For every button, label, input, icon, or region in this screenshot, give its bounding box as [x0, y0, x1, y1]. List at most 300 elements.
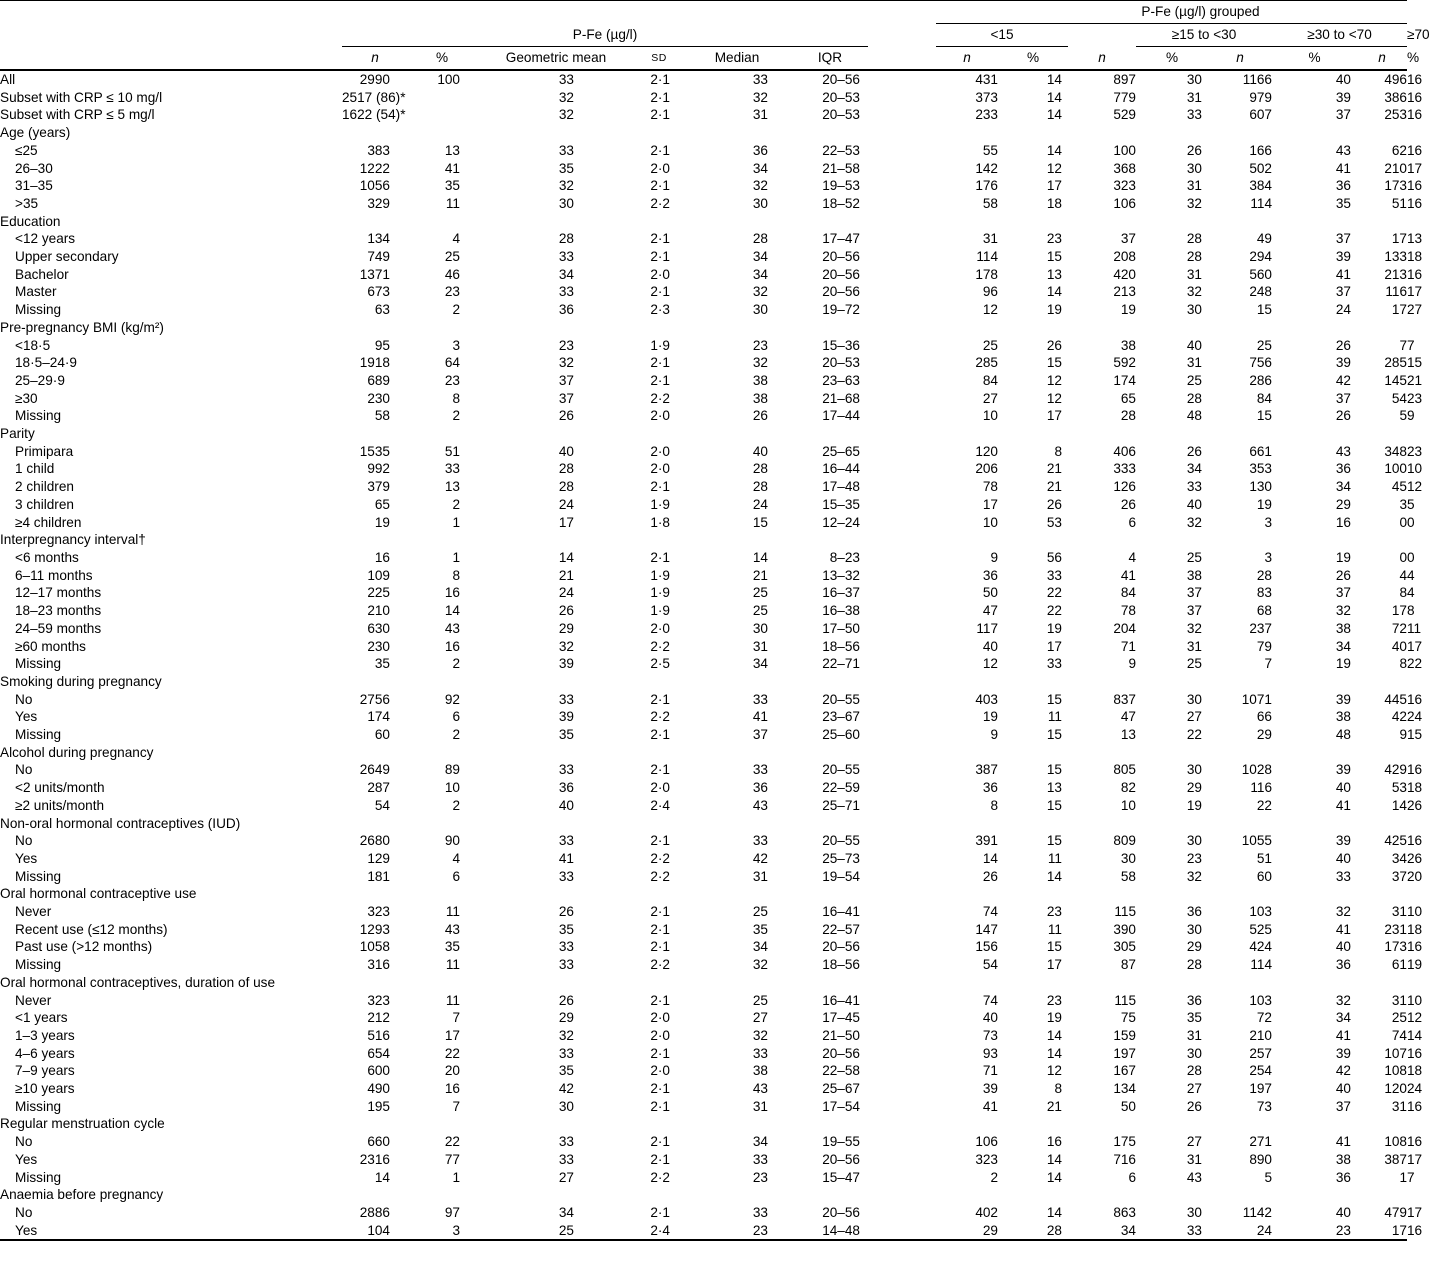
cell-g3-pct: 43 [1335, 443, 1351, 459]
cell-median [682, 974, 792, 992]
cell-g3-pct: 40 [1335, 1205, 1351, 1220]
cell-pct: 6 [452, 868, 460, 884]
table-body [0, 70, 1423, 1240]
cell-iqr: 22–58 [822, 1063, 860, 1079]
cell-sd: 1·9 [650, 585, 670, 601]
cell-geomean: 23 [558, 337, 574, 353]
cell-geomean: 35 [558, 727, 574, 743]
cell-g3-pct: 37 [1335, 585, 1351, 601]
cell-sd: 2·1 [650, 355, 670, 371]
cell-n: 654 [367, 1045, 390, 1061]
cell-g1-n: 12 [982, 302, 998, 318]
cell-g1-n: 12 [982, 656, 998, 672]
cell-sd: 2·1 [650, 992, 670, 1008]
cell-n: 195 [367, 1098, 390, 1114]
cell-g2-n: 837 [1113, 691, 1136, 707]
cell-n: 1371 [359, 266, 390, 282]
row-label: No [15, 762, 33, 778]
cell-g1-n: 14 [982, 850, 998, 866]
cell-g1-n: 58 [982, 195, 998, 211]
cell-iqr: 19–54 [822, 868, 860, 884]
cell-iqr: 16–41 [822, 992, 860, 1008]
cell-median: 23 [682, 1222, 792, 1241]
cell-gap [868, 390, 936, 408]
cell-g3-pct: 37 [1335, 1098, 1351, 1114]
cell-median: 41 [752, 709, 768, 725]
cell-g2-pct: 37 [1186, 603, 1202, 619]
table-row: ≤25 383 13 33 2·1 36 22–53 55 14 100 26 166 43 62 16 [0, 142, 1407, 160]
cell-g2-pct: 31 [1186, 266, 1202, 282]
cell-geomean: 39 [558, 709, 574, 725]
cell-g3-n: 24 [1208, 1222, 1272, 1241]
cell-geomean [476, 744, 636, 762]
cell-iqr [792, 885, 868, 903]
cell-g1-pct: 17 [1046, 178, 1062, 194]
cell-median: 32 [752, 1027, 768, 1043]
cell-gap [868, 1027, 936, 1045]
group-header-15-30: ≥15 to <30 [1136, 24, 1272, 47]
cell-pct: 100 [437, 72, 460, 87]
cell-g3-n: 5 [1264, 1169, 1272, 1185]
cell-median: 27 [752, 1010, 768, 1026]
cell-geomean: 33 [558, 284, 574, 300]
cell-geomean: 28 [558, 479, 574, 495]
cell-g4-n: 8 [1399, 656, 1407, 672]
row-label: No [15, 691, 33, 707]
cell-g1-n: 74 [982, 992, 998, 1008]
cell-g2-pct: 28 [1186, 1063, 1202, 1079]
table-row: 3 children 65 2 24 1·9 24 15–35 17 26 26 40 19 29 3 5 [0, 496, 1407, 514]
cell-g4-n [1357, 1115, 1407, 1133]
cell-g1-pct: 22 [1046, 585, 1062, 601]
cell-g4-n: 496 [1384, 72, 1407, 87]
cell-gap [868, 283, 936, 301]
table-row: Upper secondary 749 25 33 2·1 34 20–56 114 15 208 28 294 39 133 18 [0, 248, 1407, 266]
cell-pct: 1 [452, 1169, 460, 1185]
row-label: All [0, 72, 16, 87]
cell-gap [868, 903, 936, 921]
cell-pct: 20 [444, 1063, 460, 1079]
cell-sd: 1·9 [650, 567, 670, 583]
table-row: 31–35 1056 35 32 2·1 32 19–53 176 17 323 31 384 36 173 16 [0, 177, 1407, 195]
cell-g2-pct: 30 [1186, 160, 1202, 176]
cell-g2-pct [1136, 319, 1208, 337]
cell-g1-pct: 12 [1046, 390, 1062, 406]
cell-gap [868, 868, 936, 886]
cell-g3-n [1208, 531, 1272, 549]
cell-sd: 2·1 [650, 178, 670, 194]
cell-g2-n: 134 [1113, 1081, 1136, 1097]
cell-n: 16 [374, 549, 390, 565]
cell-g1-n [936, 425, 998, 443]
cell-median: 35 [752, 921, 768, 937]
cell-g2-n [1068, 213, 1136, 231]
cell-g2-n: 174 [1113, 372, 1136, 388]
cell-g2-pct: 32 [1186, 620, 1202, 636]
cell-g2-pct: 31 [1186, 1027, 1202, 1043]
row-label: Missing [15, 1169, 62, 1185]
cell-g4-n: 173 [1384, 178, 1407, 194]
cell-g1-pct: 18 [1046, 195, 1062, 211]
cell-pct [408, 974, 476, 992]
cell-n: 673 [367, 284, 390, 300]
table-row: ≥2 units/month 54 2 40 2·4 43 25–71 8 15 10 19 22 41 14 26 [0, 797, 1407, 815]
cell-sd: 2·1 [650, 691, 670, 707]
cell-iqr: 22–53 [822, 142, 860, 158]
cell-g4-n: 133 [1384, 249, 1407, 265]
cell-gap [868, 673, 936, 691]
cell-g4-n [1357, 974, 1407, 992]
table-row [0, 815, 1407, 833]
cell-g2-pct: 30 [1186, 921, 1202, 937]
table-row: 7–9 years 600 20 35 2·0 38 22–58 71 12 167 28 254 42 108 18 [0, 1062, 1407, 1080]
cell-iqr: 18–56 [822, 638, 860, 654]
cell-pct [408, 1186, 476, 1204]
cell-n: 230 [367, 638, 390, 654]
cell-g2-pct: 28 [1186, 957, 1202, 973]
table-row: Bachelor 1371 46 34 2·0 34 20–56 178 13 420 31 560 41 213 16 [0, 266, 1407, 284]
cell-geomean: 14 [558, 549, 574, 565]
cell-gap [868, 850, 936, 868]
cell-iqr [792, 974, 868, 992]
cell-g2-n: 10 [1120, 797, 1136, 813]
cell-g4-n: 348 [1384, 443, 1407, 459]
cell-g3-n: 502 [1249, 160, 1272, 176]
cell-pct: 4 [452, 850, 460, 866]
cell-sd: 2·0 [650, 1063, 670, 1079]
table-row: No 2649 89 33 2·1 33 20–55 387 15 805 30 1028 39 429 16 [0, 761, 1407, 779]
cell-g2-n: 106 [1113, 195, 1136, 211]
row-label: Yes [15, 709, 38, 725]
cell-sd [636, 885, 682, 903]
cell-g4-n: 145 [1384, 372, 1407, 388]
cell-n: 1622 (54)* [342, 107, 406, 123]
cell-median: 34 [752, 266, 768, 282]
cell-g2-n: 47 [1120, 709, 1136, 725]
cell-gap [868, 602, 936, 620]
cell-g4-n: 429 [1384, 762, 1407, 778]
cell-n [342, 425, 408, 443]
cell-g1-n: 10 [982, 514, 998, 530]
cell-g4-n [1357, 213, 1407, 231]
cell-median: 25 [752, 603, 768, 619]
cell-g3-n: 257 [1249, 1045, 1272, 1061]
cell-g1-pct: 8 [1054, 1081, 1062, 1097]
cell-g2-pct: 37 [1186, 585, 1202, 601]
table-row: Yes 2316 77 33 2·1 33 20–56 323 14 716 31 890 38 387 17 [0, 1151, 1407, 1169]
cell-geomean: 33 [558, 691, 574, 707]
cell-iqr: 20–53 [822, 89, 860, 105]
cell-g1-n: 55 [982, 142, 998, 158]
cell-n: 225 [367, 585, 390, 601]
table-row [0, 1115, 1407, 1133]
table-row [0, 124, 1407, 142]
table-row: Never 323 11 26 2·1 25 16–41 74 23 115 36 103 32 31 10 [0, 992, 1407, 1010]
cell-g2-n: 420 [1113, 266, 1136, 282]
cell-g1-n: 373 [975, 89, 998, 105]
table-row: 2 children 379 13 28 2·1 28 17–48 78 21 126 33 130 34 45 12 [0, 478, 1407, 496]
cell-g1-pct [998, 974, 1068, 992]
cell-gap [868, 584, 936, 602]
cell-g2-pct: 36 [1186, 904, 1202, 920]
cell-geomean: 26 [558, 904, 574, 920]
cell-g3-pct: 34 [1335, 479, 1351, 495]
cell-geomean: 29 [558, 1010, 574, 1026]
cell-g4-n: 37 [1391, 868, 1407, 884]
cell-n: 212 [367, 1010, 390, 1026]
cell-gap [868, 248, 936, 266]
cell-sd: 2·1 [650, 284, 670, 300]
table-row [0, 531, 1407, 549]
cell-g3-pct: 39 [1335, 833, 1351, 849]
cell-g4-n [1357, 531, 1407, 549]
cell-gap [868, 620, 936, 638]
cell-pct: 11 [445, 904, 460, 920]
cell-median: 32 [752, 284, 768, 300]
row-label: Regular menstruation cycle [0, 1116, 165, 1132]
cell-n: 129 [367, 850, 390, 866]
cell-g3-n: 271 [1249, 1134, 1272, 1150]
cell-geomean: 37 [558, 390, 574, 406]
cell-n: 181 [367, 868, 390, 884]
cell-gap [868, 992, 936, 1010]
col-g2-pct: % [1136, 47, 1208, 71]
table-row: All 2990 100 33 2·1 33 20–56 431 14 897 30 1166 40 496 16 [0, 72, 1423, 87]
cell-g2-pct [1136, 1186, 1208, 1204]
cell-iqr: 23–67 [822, 709, 860, 725]
cell-g4-n: 213 [1384, 266, 1407, 282]
cell-g2-n [1068, 815, 1136, 833]
cell-n: 60 [374, 727, 390, 743]
cell-pct [408, 213, 476, 231]
cell-sd: 1·9 [650, 496, 670, 512]
cell-g3-n: 525 [1249, 921, 1272, 937]
cell-g1-pct: 14 [1046, 1027, 1062, 1043]
row-label: ≥2 units/month [15, 797, 105, 813]
cell-g1-pct: 14 [1046, 1169, 1062, 1185]
cell-g3-pct: 37 [1335, 390, 1351, 406]
cell-n: 383 [367, 142, 390, 158]
row-label: 25–29·9 [15, 372, 65, 388]
cell-g2-n [1068, 885, 1136, 903]
cell-g2-n [1068, 1186, 1136, 1204]
cell-g2-n: 6 [1128, 1169, 1136, 1185]
row-label: 4–6 years [15, 1045, 75, 1061]
cell-geomean: 33 [558, 72, 574, 87]
cell-geomean: 42 [558, 1081, 574, 1097]
cell-sd: 2·1 [650, 1205, 670, 1220]
cell-g2-pct: 29 [1186, 780, 1202, 796]
table-row: ≥30 230 8 37 2·2 38 21–68 27 12 65 28 84 37 54 23 [0, 390, 1407, 408]
cell-iqr: 20–56 [822, 284, 860, 300]
cell-median [682, 319, 792, 337]
cell-g3-pct: 29 [1335, 496, 1351, 512]
row-label: ≥30 [15, 390, 38, 406]
cell-median: 28 [752, 479, 768, 495]
cell-g1-n [936, 1115, 998, 1133]
cell-g4-n: 42 [1391, 709, 1407, 725]
row-label: Yes [15, 1151, 38, 1167]
cell-g1-pct: 16 [1046, 1134, 1062, 1150]
cell-n: 1222 [359, 160, 390, 176]
cell-sd: 2·1 [650, 921, 670, 937]
cell-gap [868, 815, 936, 833]
cell-iqr: 20–56 [822, 249, 860, 265]
cell-iqr: 17–44 [822, 408, 860, 424]
row-label: <6 months [15, 549, 79, 565]
cell-sd [636, 673, 682, 691]
cell-g1-n: 147 [975, 921, 998, 937]
cell-n [342, 213, 408, 231]
cell-iqr: 23–63 [822, 372, 860, 388]
cell-geomean: 33 [558, 142, 574, 158]
cell-g3-pct: 33 [1335, 868, 1351, 884]
cell-pct [408, 1115, 476, 1133]
cell-n [342, 974, 408, 992]
cell-g4-n [1357, 1186, 1407, 1204]
cell-g1-pct: 33 [1046, 567, 1062, 583]
cell-pct: 35 [444, 939, 460, 955]
cell-gap [868, 407, 936, 425]
cell-iqr: 17–54 [822, 1098, 860, 1114]
cell-sd: 1·8 [650, 514, 670, 530]
cell-pct: 64 [444, 355, 460, 371]
cell-g3-pct [1272, 213, 1357, 231]
cell-g3-pct [1272, 1186, 1357, 1204]
cell-g1-pct [998, 425, 1068, 443]
row-label: 31–35 [15, 178, 53, 194]
cell-g4-n: 3 [1399, 496, 1407, 512]
cell-median: 33 [752, 72, 768, 87]
cell-g3-n: 114 [1250, 957, 1272, 973]
cell-g1-pct [998, 1186, 1068, 1204]
cell-g1-n: 233 [975, 107, 998, 123]
cell-gap [868, 496, 936, 514]
cell-median: 38 [752, 390, 768, 406]
cell-g3-n: 1055 [1241, 833, 1272, 849]
cell-g1-pct: 19 [1046, 620, 1062, 636]
row-label: No [15, 1134, 33, 1150]
cell-iqr: 15–47 [822, 1169, 860, 1185]
cell-g2-pct: 32 [1186, 284, 1202, 300]
cell-pct: 2 [452, 797, 460, 813]
cell-g4-n [1357, 744, 1407, 762]
cell-g3-pct: 36 [1335, 178, 1351, 194]
cell-pct [408, 106, 476, 124]
cell-g3-pct: 16 [1335, 514, 1351, 530]
cell-iqr: 25–60 [822, 727, 860, 743]
cell-g2-n: 592 [1113, 355, 1136, 371]
cell-g2-pct: 33 [1186, 479, 1202, 495]
cell-median [682, 531, 792, 549]
cell-g2-n: 87 [1120, 957, 1136, 973]
cell-n: 14 [374, 1169, 390, 1185]
cell-g3-pct: 41 [1335, 160, 1351, 176]
cell-iqr [792, 673, 868, 691]
table-row: 18·5–24·9 1918 64 32 2·1 32 20–53 285 15 592 31 756 39 285 15 [0, 354, 1407, 372]
cell-geomean [476, 319, 636, 337]
cell-gap [868, 726, 936, 744]
cell-g1-pct: 53 [1046, 514, 1062, 530]
cell-sd: 2·0 [650, 1027, 670, 1043]
cell-g2-pct: 30 [1186, 762, 1202, 778]
cell-n: 2649 [359, 762, 390, 778]
cell-sd: 2·1 [650, 939, 670, 955]
cell-g1-n: 19 [982, 709, 998, 725]
cell-g1-pct: 23 [1046, 904, 1062, 920]
cell-g1-pct: 14 [1046, 107, 1062, 123]
cell-g2-n: 213 [1113, 284, 1136, 300]
cell-g2-pct: 31 [1186, 1151, 1202, 1167]
cell-median: 43 [752, 797, 768, 813]
cell-sd: 2·2 [650, 868, 670, 884]
cell-iqr: 20–56 [822, 1045, 860, 1061]
cell-g2-n: 863 [1113, 1205, 1136, 1220]
row-label: Yes [15, 850, 38, 866]
cell-g1-pct: 14 [1046, 72, 1062, 87]
cell-gap [868, 885, 936, 903]
table-row: Past use (>12 months) 1058 35 33 2·1 34 20–56 156 15 305 29 424 40 173 16 [0, 938, 1407, 956]
cell-sd: 2·2 [650, 850, 670, 866]
cell-sd: 2·1 [650, 1045, 670, 1061]
cell-g2-pct: 28 [1186, 231, 1202, 247]
cell-g3-n: 60 [1256, 868, 1272, 884]
cell-g1-n: 26 [982, 868, 998, 884]
cell-geomean: 29 [558, 620, 574, 636]
cell-g3-pct [1272, 425, 1357, 443]
cell-median: 31 [752, 638, 768, 654]
cell-g2-n [1068, 744, 1136, 762]
table-row [0, 213, 1407, 231]
cell-g3-pct [1272, 974, 1357, 992]
cell-g1-n: 9 [990, 727, 998, 743]
cell-n: 2990 [359, 72, 390, 87]
row-label: Subset with CRP ≤ 5 mg/l [0, 107, 155, 123]
cell-g3-n: 103 [1249, 904, 1272, 920]
cell-g3-pct: 32 [1335, 603, 1351, 619]
cell-gap [868, 460, 936, 478]
cell-g3-pct: 40 [1335, 850, 1351, 866]
cell-iqr: 17–47 [822, 231, 860, 247]
cell-g4-n: 40 [1391, 638, 1407, 654]
cell-g1-n: 403 [975, 691, 998, 707]
cell-g3-pct: 38 [1335, 709, 1351, 725]
cell-sd [636, 815, 682, 833]
cell-g1-n: 176 [975, 178, 998, 194]
cell-gap [868, 1009, 936, 1027]
cell-g3-pct: 42 [1335, 1063, 1351, 1079]
cell-median: 26 [752, 408, 768, 424]
table-row: Missing 35 2 39 2·5 34 22–71 12 33 9 25 7 19 8 22 [0, 655, 1407, 673]
cell-g1-n [936, 531, 998, 549]
cell-g1-pct [998, 744, 1068, 762]
cell-pct [408, 425, 476, 443]
row-label: Missing [15, 408, 62, 424]
cell-pct: 14 [444, 603, 460, 619]
cell-g3-pct: 37 [1335, 231, 1351, 247]
cell-geomean: 25 [476, 1222, 636, 1241]
cell-n: 58 [374, 408, 390, 424]
cell-g4-n: 107 [1384, 1045, 1407, 1061]
cell-n: 1056 [359, 178, 390, 194]
cell-g4-n: 5 [1399, 408, 1407, 424]
cell-n: 630 [367, 620, 390, 636]
cell-g2-n: 368 [1113, 160, 1136, 176]
cell-geomean [476, 673, 636, 691]
cell-median: 33 [752, 833, 768, 849]
cell-pct: 7 [452, 1010, 460, 1026]
cell-g3-pct: 40 [1335, 1081, 1351, 1097]
